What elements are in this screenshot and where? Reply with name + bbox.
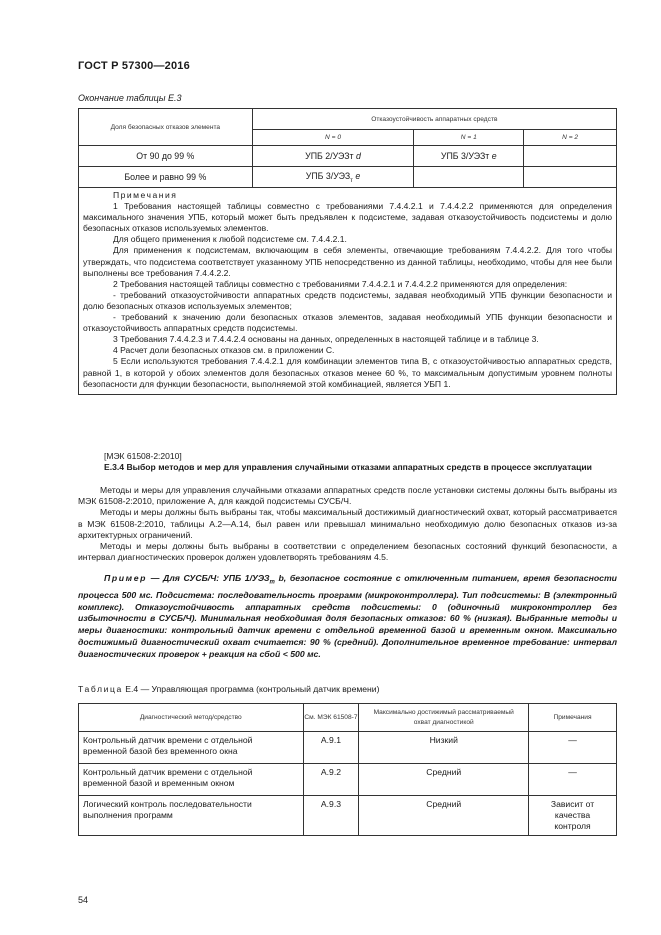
col-header-ref: См. МЭК 61508-7 bbox=[303, 704, 359, 732]
cell-ref: А.9.1 bbox=[303, 732, 359, 764]
table-row bbox=[79, 732, 617, 764]
note-item: - требований к значению доли безопасных отказов элементов, задавая необходимый УПБ функции безопасности и отказоустойчивость аппаратных средств подсистемы. bbox=[83, 312, 612, 334]
row-label: От 90 до 99 % bbox=[79, 146, 253, 167]
paragraph: Методы и меры должны быть выбраны в соответствии с определением безопасных состояний функций безопасности, а интервал диагностических проверок должен удовлетворять требованиям 4.5. bbox=[78, 541, 617, 563]
col-header-safe-failure-fraction: Доля безопасных отказов элемента bbox=[79, 109, 253, 146]
col-header-n2: N = 2 bbox=[524, 130, 617, 146]
note-item: Для применения к подсистемам, включающим в себя элементы, отвечающие требованиям 7.4.4.2.2. Для того чтобы утверждать, что подсистема соответствует указанному УПБ непосредственно из данной таблицы, необходимо, чтобы для нее были выполнены все требования 7.4.4.2.2. bbox=[83, 245, 612, 278]
cell-n0: УПБ $3/УЭЗ_т$ e bbox=[252, 167, 414, 188]
table-row bbox=[79, 764, 617, 796]
table-continuation-label: Окончание таблицы Е.3 bbox=[78, 93, 182, 103]
cell-n0: УПБ 2/УЭЗт d bbox=[252, 146, 414, 167]
cell-ref: А.9.3 bbox=[303, 796, 359, 836]
note-item: 1 Требования настоящей таблицы совместно с требованиями 7.4.4.2.1 и 7.4.4.2.2 применяются для определения максимального значения УПБ, который может быть предъявлен к подсистеме, задавая отказоустойчивость подсистемы и долю безопасных отказов используемых элементов. bbox=[83, 201, 612, 234]
note-item: 2 Требования настоящей таблицы совместно с требованиями 7.4.4.2.1 и 7.4.4.2.2 применяются для определения: bbox=[113, 278, 568, 289]
table-notes bbox=[79, 188, 617, 395]
cell-n2 bbox=[524, 146, 617, 167]
note-item: Для общего применения к любой подсистеме см. 7.4.4.2.1. bbox=[113, 234, 347, 245]
col-header-method: Диагностический метод/средство bbox=[79, 704, 304, 732]
row-label: Более и равно 99 % bbox=[79, 167, 253, 188]
cell-coverage: Средний bbox=[359, 764, 529, 796]
diagnostic-methods-table bbox=[78, 703, 617, 836]
cell-n1: УПБ 3/УЭЗт e bbox=[414, 146, 524, 167]
cell-method: Контрольный датчик времени с отдельной временной базой без временного окна bbox=[79, 732, 304, 764]
cell-coverage: Средний bbox=[359, 796, 529, 836]
example-paragraph: Пример — Для СУСБ/Ч: УПБ $1/УЭЗ_т$ b, безопасное состояние с отключенным питанием, время безопасности процесса 500 мс. Подсистема: последовательность программ (микроконтроллера). Тип подсистемы: В (электронный комплекс). Отказоустойчивость аппаратных средств подсистемы: 0 (одиночный микроконтроллер без избыточности в СУСБ/Ч). Минимальная необходимая доля безопасных отказов: 60 % (низкая). Выбранные методы и меры диагностики: контрольный датчик времени с отдельной временной базой и временным окном. Максимально достижимый диагностический охват считается: 90 % (средний). Дополнительное временное требование: интервал диагностических проверок + реакция на сбой < 500 мс. bbox=[78, 573, 617, 660]
notes-title: Примечания bbox=[113, 190, 178, 200]
section-heading: Е.3.4 Выбор методов и мер для управления случайными отказами аппаратных средств в процессе эксплуатации bbox=[104, 462, 592, 472]
cell-note: — bbox=[529, 732, 617, 764]
col-header-n0: N = 0 bbox=[252, 130, 414, 146]
section-body bbox=[78, 485, 617, 563]
cell-method: Контрольный датчик времени с отдельной временной базой и временным окном bbox=[79, 764, 304, 796]
standard-reference: [МЭК 61508-2:2010] bbox=[104, 451, 182, 461]
paragraph: Методы и меры для управления случайными отказами аппаратных средств после установки системы должны быть выбраны из МЭК 61508-2:2010, приложение А, для каждой подсистемы СУСБ/Ч. bbox=[78, 485, 617, 507]
cell-ref: А.9.2 bbox=[303, 764, 359, 796]
col-header-notes: Примечания bbox=[529, 704, 617, 732]
note-item: 3 Требования 7.4.4.2.3 и 7.4.4.2.4 основаны на данных, определенных в настоящей таблице и в таблице 3. bbox=[113, 334, 539, 345]
table-row bbox=[79, 167, 617, 188]
table-row bbox=[79, 146, 617, 167]
hardware-fault-tolerance-table bbox=[78, 108, 617, 395]
note-item: 5 Если используются требования 7.4.4.2.1 для комбинации элементов типа В, с отказоустойчивостью аппаратных средств, равной 1, в которой у обоих элементов доля безопасных отказов менее 60 %, то максимальным допустимым уровнем полноты безопасности для функции безопасности, выполняемой этой комбинацией, является УБП 1. bbox=[83, 356, 612, 389]
cell-note: — bbox=[529, 764, 617, 796]
cell-n1 bbox=[414, 167, 524, 188]
cell-note: Зависит от качества контроля bbox=[529, 796, 617, 836]
note-item: 4 Расчет доли безопасных отказов см. в приложении С. bbox=[113, 345, 335, 356]
col-header-hft: Отказоустойчивость аппаратных средств bbox=[252, 109, 616, 130]
page-number: 54 bbox=[78, 895, 89, 905]
cell-method: Логический контроль последовательности выполнения программ bbox=[79, 796, 304, 836]
note-item: - требований отказоустойчивости аппаратных средств подсистемы, задавая необходимый УПБ функции безопасности и долю безопасных отказов используемых элементов; bbox=[83, 289, 612, 311]
paragraph: Методы и меры должны быть выбраны так, чтобы максимальный достижимый диагностический охват, который рассматривается в МЭК 61508-2:2010, таблицы А.2—А.14, был равен или превышал минимально необходимую долю безопасных отказов из-за архитектурных ограничений. bbox=[78, 507, 617, 540]
col-header-n1: N = 1 bbox=[414, 130, 524, 146]
table-row bbox=[79, 796, 617, 836]
cell-coverage: Низкий bbox=[359, 732, 529, 764]
table-caption: Таблица Е.4 — Управляющая программа (контрольный датчик времени) bbox=[78, 684, 380, 694]
cell-n2 bbox=[524, 167, 617, 188]
col-header-coverage: Максимально достижимый рассматриваемый охват диагностикой bbox=[359, 704, 529, 732]
example-lead: Пример bbox=[104, 573, 148, 583]
document-header: ГОСТ Р 57300—2016 bbox=[78, 60, 190, 72]
